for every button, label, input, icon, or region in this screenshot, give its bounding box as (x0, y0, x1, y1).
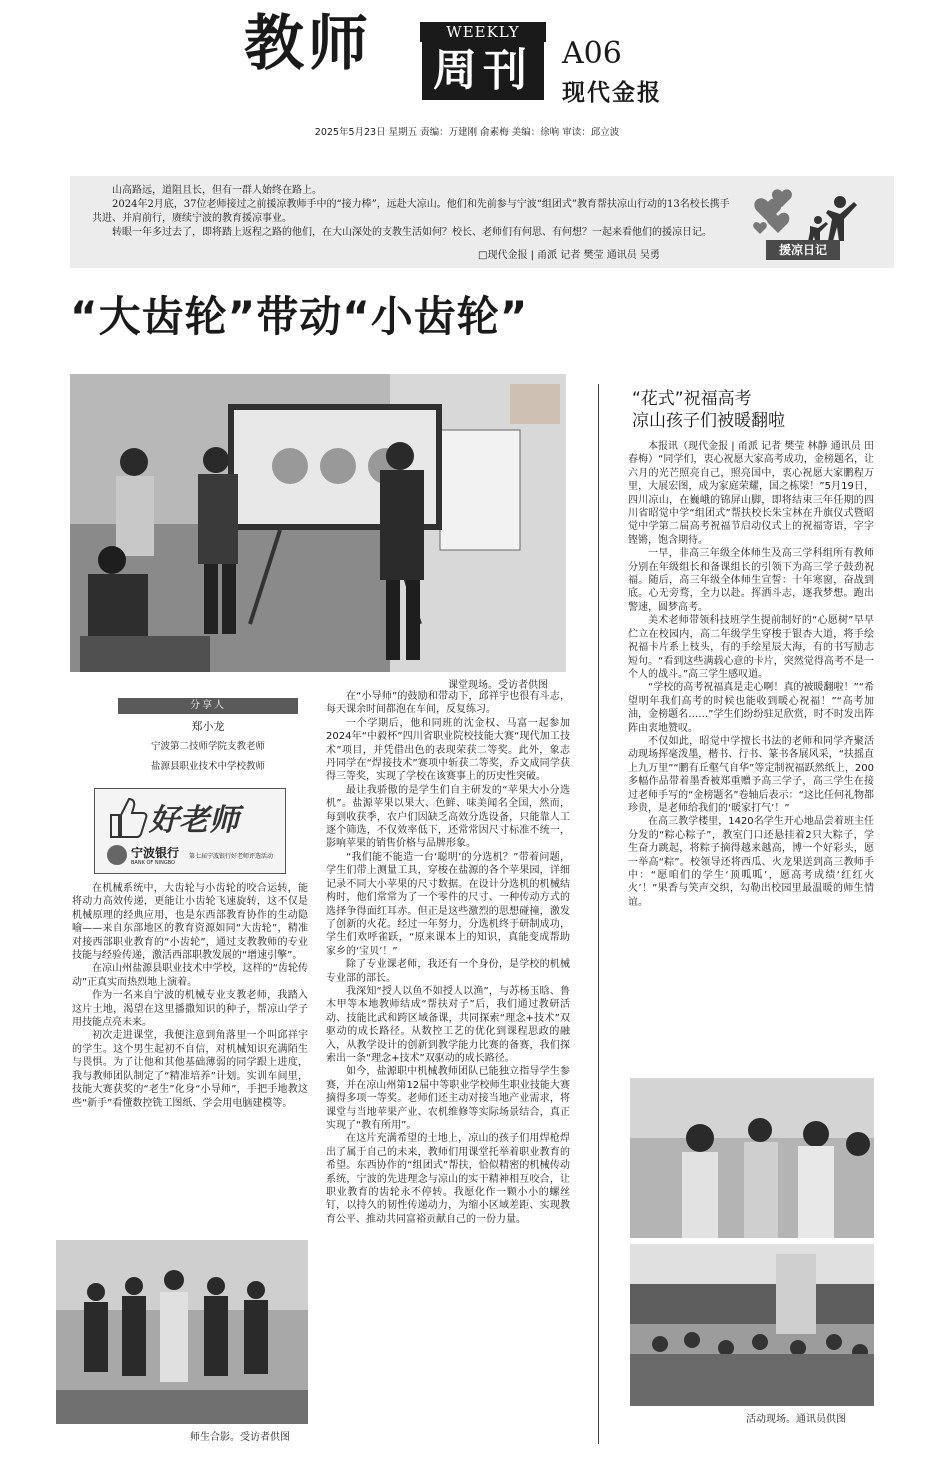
bank-logo-icon (107, 845, 127, 865)
paragraph: 本报讯（现代金报 | 甬派 记者 樊莹 林静 通讯员 田春梅）“同学们，衷心祝愿大家高考成功，金榜题名，让六月的光芒照亮自己，照亮国中，衷心祝愿大家鹏程万里，大展宏图，成为家庭荣耀，国之栋梁！”5月19日，四川凉山，在巍峨的锦屏山脚，即将结束三年任期的四川省昭觉中学“组团式”帮扶校长朱宝林在升旗仪式暨昭觉中学第二届高考祝福节启动仪式上的祝福寄语，字字铿锵，饱含期待。 (628, 441, 874, 546)
good-teacher-ad (94, 788, 286, 874)
photo-caption: 师生合影。受访者供图 (190, 1432, 290, 1443)
paragraph: 一早，非高三年级全体师生及高三学科组所有教师分别在年级组长和备课组长的引领下为高三学子鼓劲祝福。随后，高三年级全体师生宣誓：十年寒窗，奋战到底。心无旁骛，全力以赴。挥洒斗志，逐我梦想。跑出警速，圆梦高考。 (628, 548, 874, 613)
paragraph: 一个学期后，他和同班的沈金权、马富一起参加2024年“中毅杯”四川省职业院校技能大赛“现代加工技术”项目，并凭借出色的表现荣获二等奖。此外，象志丹同学在“焊接技术”赛项中斩获二等奖，乔文成同学获得三等奖，实现了学校在该赛事上的历史性突破。 (326, 717, 570, 783)
share-title-2: 盐源县职业技术中学校教师 (150, 761, 265, 772)
intro-paragraph-2: 2024年2月底，37位老师接过之前援凉教师手中的“接力棒”，远赴大凉山。他们和先前参与宁波“组团式”教育帮扶凉山行动的13名校长携手共进、并肩前行，赓续宁波的教育援凉事业。 (92, 199, 730, 224)
bank-name-en: BANK OF NINGBO (131, 860, 175, 866)
paragraph: 除了专业课老师，我还有一个身份，是学校的机械专业部的部长。 (326, 959, 570, 984)
paragraph: 我深知“授人以鱼不如授人以渔”，与苏杨玉晗、鲁木甲等本地教师结成“帮扶对子”后，我们通过教研活动、技能比武和跨区域备课，共同探索“理念+技术”双驱动的成长路径。从数控工艺的优化到课程思政的融入，从教学设计的创新到教学能力比赛的备赛，我们探索出一条“理念+技术”双驱动的成长路径。 (326, 985, 570, 1064)
photo-caption: 活动现场。通讯员供图 (746, 1414, 846, 1425)
bank-name: 宁波银行 (131, 846, 180, 860)
paragraph: 不仅如此，昭觉中学擅长书法的老师和同学齐聚活动现场挥毫泼墨，楷书、行书、篆书各展风采，“扶摇直上九万里”“鹏有丘壑气自华”等定制祝福跃然纸上，200多幅作品带着墨香被郑重赠予高三学子，高三学生在接过老师手写的“金榜题名”卷轴后表示：“这比任何礼物都珍贵，是老师给我们的‘暖家打气’！” (628, 735, 874, 814)
sidebar-title-line-1: “花式”祝福高考 (632, 389, 752, 409)
share-title-1: 宁波第二技师学院支教老师 (150, 741, 265, 752)
paragraph: 作为一名来自宁波的机械专业支教老师，我踏入这片土地，渴望在这里播撒知识的种子，帮凉山学子用技能点亮未来。 (72, 990, 308, 1029)
weekly-label: WEEKLY (420, 22, 546, 42)
weekly-logo (420, 22, 546, 100)
classroom-photo (70, 374, 566, 672)
share-label: 分享人 (118, 698, 298, 714)
paper-name: 现代金报 (562, 80, 662, 106)
issue-line: 2025年5月23日 星期五 责编：万建刚 俞素梅 美编：徐响 审读：邱立波 (314, 127, 620, 138)
column-tag: 援凉日记 (766, 240, 840, 260)
paragraph: 最让我骄傲的是学生们自主研发的“苹果大小分选机”。盐源苹果以果大、色鲜、味美闻名全国，然而，每到收获季，农户们因缺乏高效分选设备，只能靠人工逐个筛选，不仅效率低下，还常常因尺寸标准不统一，影响苹果的销售价格与品牌形象。 (326, 784, 570, 850)
intro-paragraph-1: 山高路远，道阻且长，但有一群人始终在路上。 (112, 185, 322, 196)
article-column-2 (326, 690, 570, 1442)
paragraph: 在这片充满希望的土地上，凉山的孩子们用焊枪焊出了属于自己的未来，教师们用课堂托举着职业教育的希望。东西协作的“组团式”帮扶，恰似精密的机械传动系统，宁波的先进理念与凉山的实干精神相互咬合，让职业教育的齿轮永不停转。我愿化作一颗小小的螺丝钉，以持久的韧性传递动力，为缩小区域差距、实现教育公平、推动共同富裕贡献自己的一份力量。 (326, 1133, 570, 1225)
paragraph: 在凉山州盐源县职业技术中学校，这样的“齿轮传动”正真实而热烈地上演着。 (72, 963, 308, 988)
headline: “大齿轮”带动“小齿轮” (70, 292, 529, 341)
group-photo (56, 1240, 308, 1424)
paragraph: “学校的高考祝福真是走心啊！真的被暖翻啦！”“希望明年我们高考的时候也能收到暖心祝福！”“高考加油，金榜题名……”学生们纷纷驻足欣赏，时不时发出阵阵由衷地赞叹。 (628, 682, 874, 734)
column-divider (598, 384, 599, 1444)
sidebar-column (628, 440, 874, 908)
paragraph: “我们能不能造一台‘聪明’的分选机？”带着问题，学生们带上测量工具，穿梭在盐源的各个苹果园，详细记录不同大小苹果的尺寸数据。在设计分选机的机械结构时，他们常常为了一个零件的尺寸、一种传动方式的选择争得面红耳赤。但正是这些激烈的思想碰撞，激发了创新的火花。经过一年努力，分选机终于研制成功，学生们欢呼雀跃，“原来课本上的知识，真能变成帮助家乡的‘宝贝’！” (326, 851, 570, 957)
paragraph: 初次走进课堂，我便注意到角落里一个叫邱祥宇的学生。这个男生起初不自信，对机械知识充满陌生与畏惧。为了让他和其他基础薄弱的同学跟上进度，我与教师团队制定了“精准培养”计划。实训车间里，技能大赛获奖的“老生”化身“小导师”，手把手地教这些“新手”看懂数控铣工图纸、学会用电脑建模等。 (72, 1030, 308, 1109)
paragraph: 在机械系统中，大齿轮与小齿轮的咬合运转，能将动力高效传递，更能让小齿轮飞速旋转，这不仅是机械原理的经典应用，也是东西部教育协作的生动隐喻——来自东部地区的教育资源如同“大齿轮”，精准对接西部职业教育的“小齿轮”，通过支教教师的专业技能与经验传递，激活西部职教发展的“增速引擎”。 (72, 883, 308, 962)
paragraph: 在“小导师”的鼓励和带动下，邱祥宇也很有斗志，每天课余时间都泡在车间，反复练习。 (326, 691, 570, 716)
page-number: A06 (562, 36, 622, 71)
ad-title: 好老师 (149, 803, 239, 838)
article-column-1 (72, 882, 308, 1262)
share-name: 郑小龙 (191, 720, 225, 733)
masthead-title: 教师 (244, 9, 372, 79)
intro-credit: □现代金报 | 甬派 记者 樊莹 通讯员 吴勇 (478, 250, 660, 261)
intro-paragraph-3: 转眼一年多过去了，即将踏上返程之路的他们，在大山深处的支教生活如何？校长、老师们有何思、有何想？一起来看他们的援凉日记。 (112, 227, 712, 238)
photo-caption: 课堂现场。受访者供图 (448, 680, 548, 691)
weekly-zhou: 周刊 (422, 42, 544, 100)
event-photo-2 (630, 1244, 874, 1406)
event-photo-1 (630, 1078, 874, 1238)
paragraph: 美术老师带领科技班学生提前制好的“心愿树”早早伫立在校园内，高二年级学生穿梭于银杏大道，将手绘祝福卡片系上枝头，有的手绘星辰大海，有的书写励志短句。“看到这些满载心意的卡片，突然觉得高考不是一个人的战斗。”高三学生感叹道。 (628, 615, 874, 680)
ad-slogan: 第七届宁波银行好老师评选活动 (189, 853, 274, 860)
thumbs-up-icon (107, 795, 147, 841)
paragraph: 如今，盐源职中机械教师团队已能独立指导学生参赛，并在凉山州第12届中等职业学校师生职业技能大赛摘得多项一等奖。老师们还主动对接当地产业需求，将课堂与当地苹果产业、农机维修等实际场景结合，真正实现了“教有所用”。 (326, 1066, 570, 1131)
paragraph: 在高三教学楼里，1420名学生开心地品尝着班主任分发的“粽心粽子”，教室门口还悬挂着2只大粽子，学生奋力跳起，将粽子摘得越来越高，博一个好彩头，愿一举高“粽”。校领导还将西瓜、火龙果送到高三教师手中：“愿咱们的学生‘顶呱呱’，愿高考成绩‘红红火火’！”果香与笑声交织，勾勒出校园里最温暖的师生情谊。 (628, 816, 874, 908)
sidebar-title-line-2: 凉山孩子们被暖翻啦 (632, 411, 785, 431)
